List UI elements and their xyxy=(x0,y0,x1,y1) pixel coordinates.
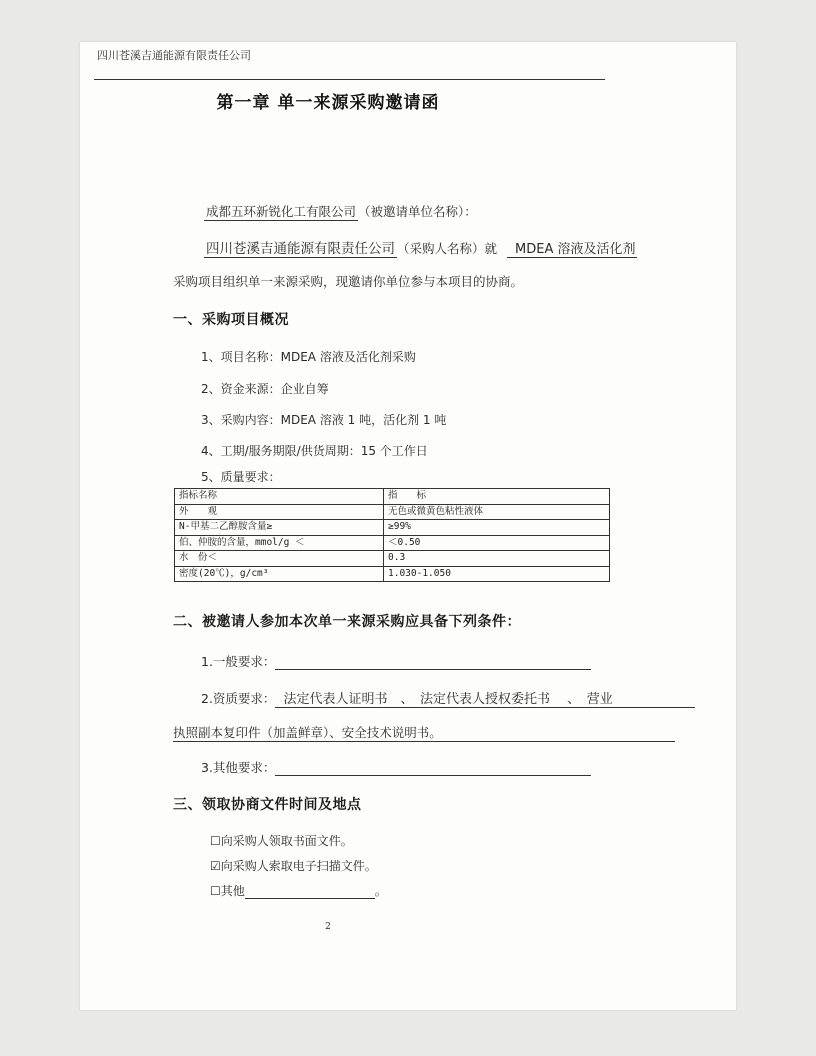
table-header-row xyxy=(175,489,610,505)
section1-item: 5、质量要求： xyxy=(201,470,281,484)
option-text: 其他 xyxy=(220,884,245,898)
company-header: 四川苍溪吉通能源有限责任公司 xyxy=(97,49,251,62)
table-row xyxy=(175,535,610,551)
purchaser-name: 四川苍溪吉通能源有限责任公司 xyxy=(204,237,397,258)
option-text: 向采购人领取书面文件。 xyxy=(220,834,353,848)
page-number: 2 xyxy=(325,922,331,932)
general-requirement-line xyxy=(201,652,591,670)
general-label: 1.一般要求： xyxy=(201,654,276,669)
invitee-line xyxy=(204,202,477,221)
qual-sep: 、 xyxy=(400,692,407,707)
collect-option-paper xyxy=(210,832,353,849)
section1-item: 1、项目名称：MDEA 溶液及活化剂采购 xyxy=(201,350,416,364)
table-cell: 无色或微黄色粘性液体 xyxy=(384,504,610,520)
table-cell: 外 观 xyxy=(175,504,384,520)
qual-item: 法定代表人证明书 xyxy=(283,692,388,707)
table-row xyxy=(175,504,610,520)
option-end: 。 xyxy=(374,884,387,898)
table-cell: ＜0.50 xyxy=(384,535,610,551)
section3-heading: 三、领取协商文件时间及地点 xyxy=(173,797,362,813)
table-row xyxy=(175,566,610,582)
table-cell: 水 份＜ xyxy=(175,551,384,567)
other-blank xyxy=(275,761,591,776)
qual-line2: 执照副本复印件（加盖鲜章）、安全技术说明书。 xyxy=(173,723,675,742)
quality-table xyxy=(174,488,610,582)
option-text: 向采购人索取电子扫描文件。 xyxy=(220,859,377,873)
collect-option-electronic xyxy=(210,857,377,874)
table-header-cell: 指标名称 xyxy=(175,489,384,505)
collect-option-other xyxy=(210,882,387,899)
qual-item: 营业 xyxy=(586,692,613,707)
checkbox-empty-icon[interactable]: ☐ xyxy=(210,884,221,898)
purchaser-line xyxy=(204,237,637,258)
table-row xyxy=(175,520,610,536)
table-cell: N-甲基二乙醇胺含量≥ xyxy=(175,520,384,536)
checkbox-empty-icon[interactable]: ☐ xyxy=(210,834,221,848)
invitation-body: 采购项目组织单一来源采购，现邀请你单位参与本项目的协商。 xyxy=(173,274,524,289)
table-cell: 1.030-1.050 xyxy=(384,566,610,582)
qual-items-line xyxy=(275,688,695,708)
project-name: MDEA 溶液及活化剂 xyxy=(507,238,637,258)
table-cell: ≥99% xyxy=(384,520,610,536)
section1-item: 2、资金来源：企业自筹 xyxy=(201,382,329,396)
section1-item: 4、工期/服务期限/供货周期：15 个工作日 xyxy=(201,444,428,458)
table-row xyxy=(175,551,610,567)
invitee-name: 成都五环新锐化工有限公司 xyxy=(206,204,357,219)
document-title: 第一章 单一来源采购邀请函 xyxy=(216,93,440,113)
table-cell: 0.3 xyxy=(384,551,610,567)
section1-item: 3、采购内容：MDEA 溶液 1 吨，活化剂 1 吨 xyxy=(201,413,447,427)
qual-item: 法定代表人授权委托书 xyxy=(420,692,551,707)
other-requirement-line xyxy=(201,758,591,776)
section1-heading: 一、采购项目概况 xyxy=(173,312,289,328)
other-label: 3.其他要求： xyxy=(201,760,276,775)
header-rule xyxy=(94,79,605,80)
other-option-blank xyxy=(245,886,375,899)
qualification-line xyxy=(201,688,695,708)
table-header-cell: 指 标 xyxy=(384,489,610,505)
qual-sep: 、 xyxy=(567,692,574,707)
table-cell: 伯、仲胺的含量，mmol/g ＜ xyxy=(175,535,384,551)
qual-label: 2.资质要求： xyxy=(201,691,276,706)
checkbox-checked-icon[interactable]: ☑ xyxy=(210,859,221,873)
general-blank xyxy=(275,655,591,670)
invitee-suffix: （被邀请单位名称）： xyxy=(358,204,477,219)
qualification-line-2 xyxy=(173,722,675,742)
section2-heading: 二、被邀请人参加本次单一来源采购应具备下列条件： xyxy=(173,614,521,630)
purchaser-mid: （采购人名称）就 xyxy=(397,241,498,256)
table-cell: 密度(20℃)，g/cm³ xyxy=(175,566,384,582)
